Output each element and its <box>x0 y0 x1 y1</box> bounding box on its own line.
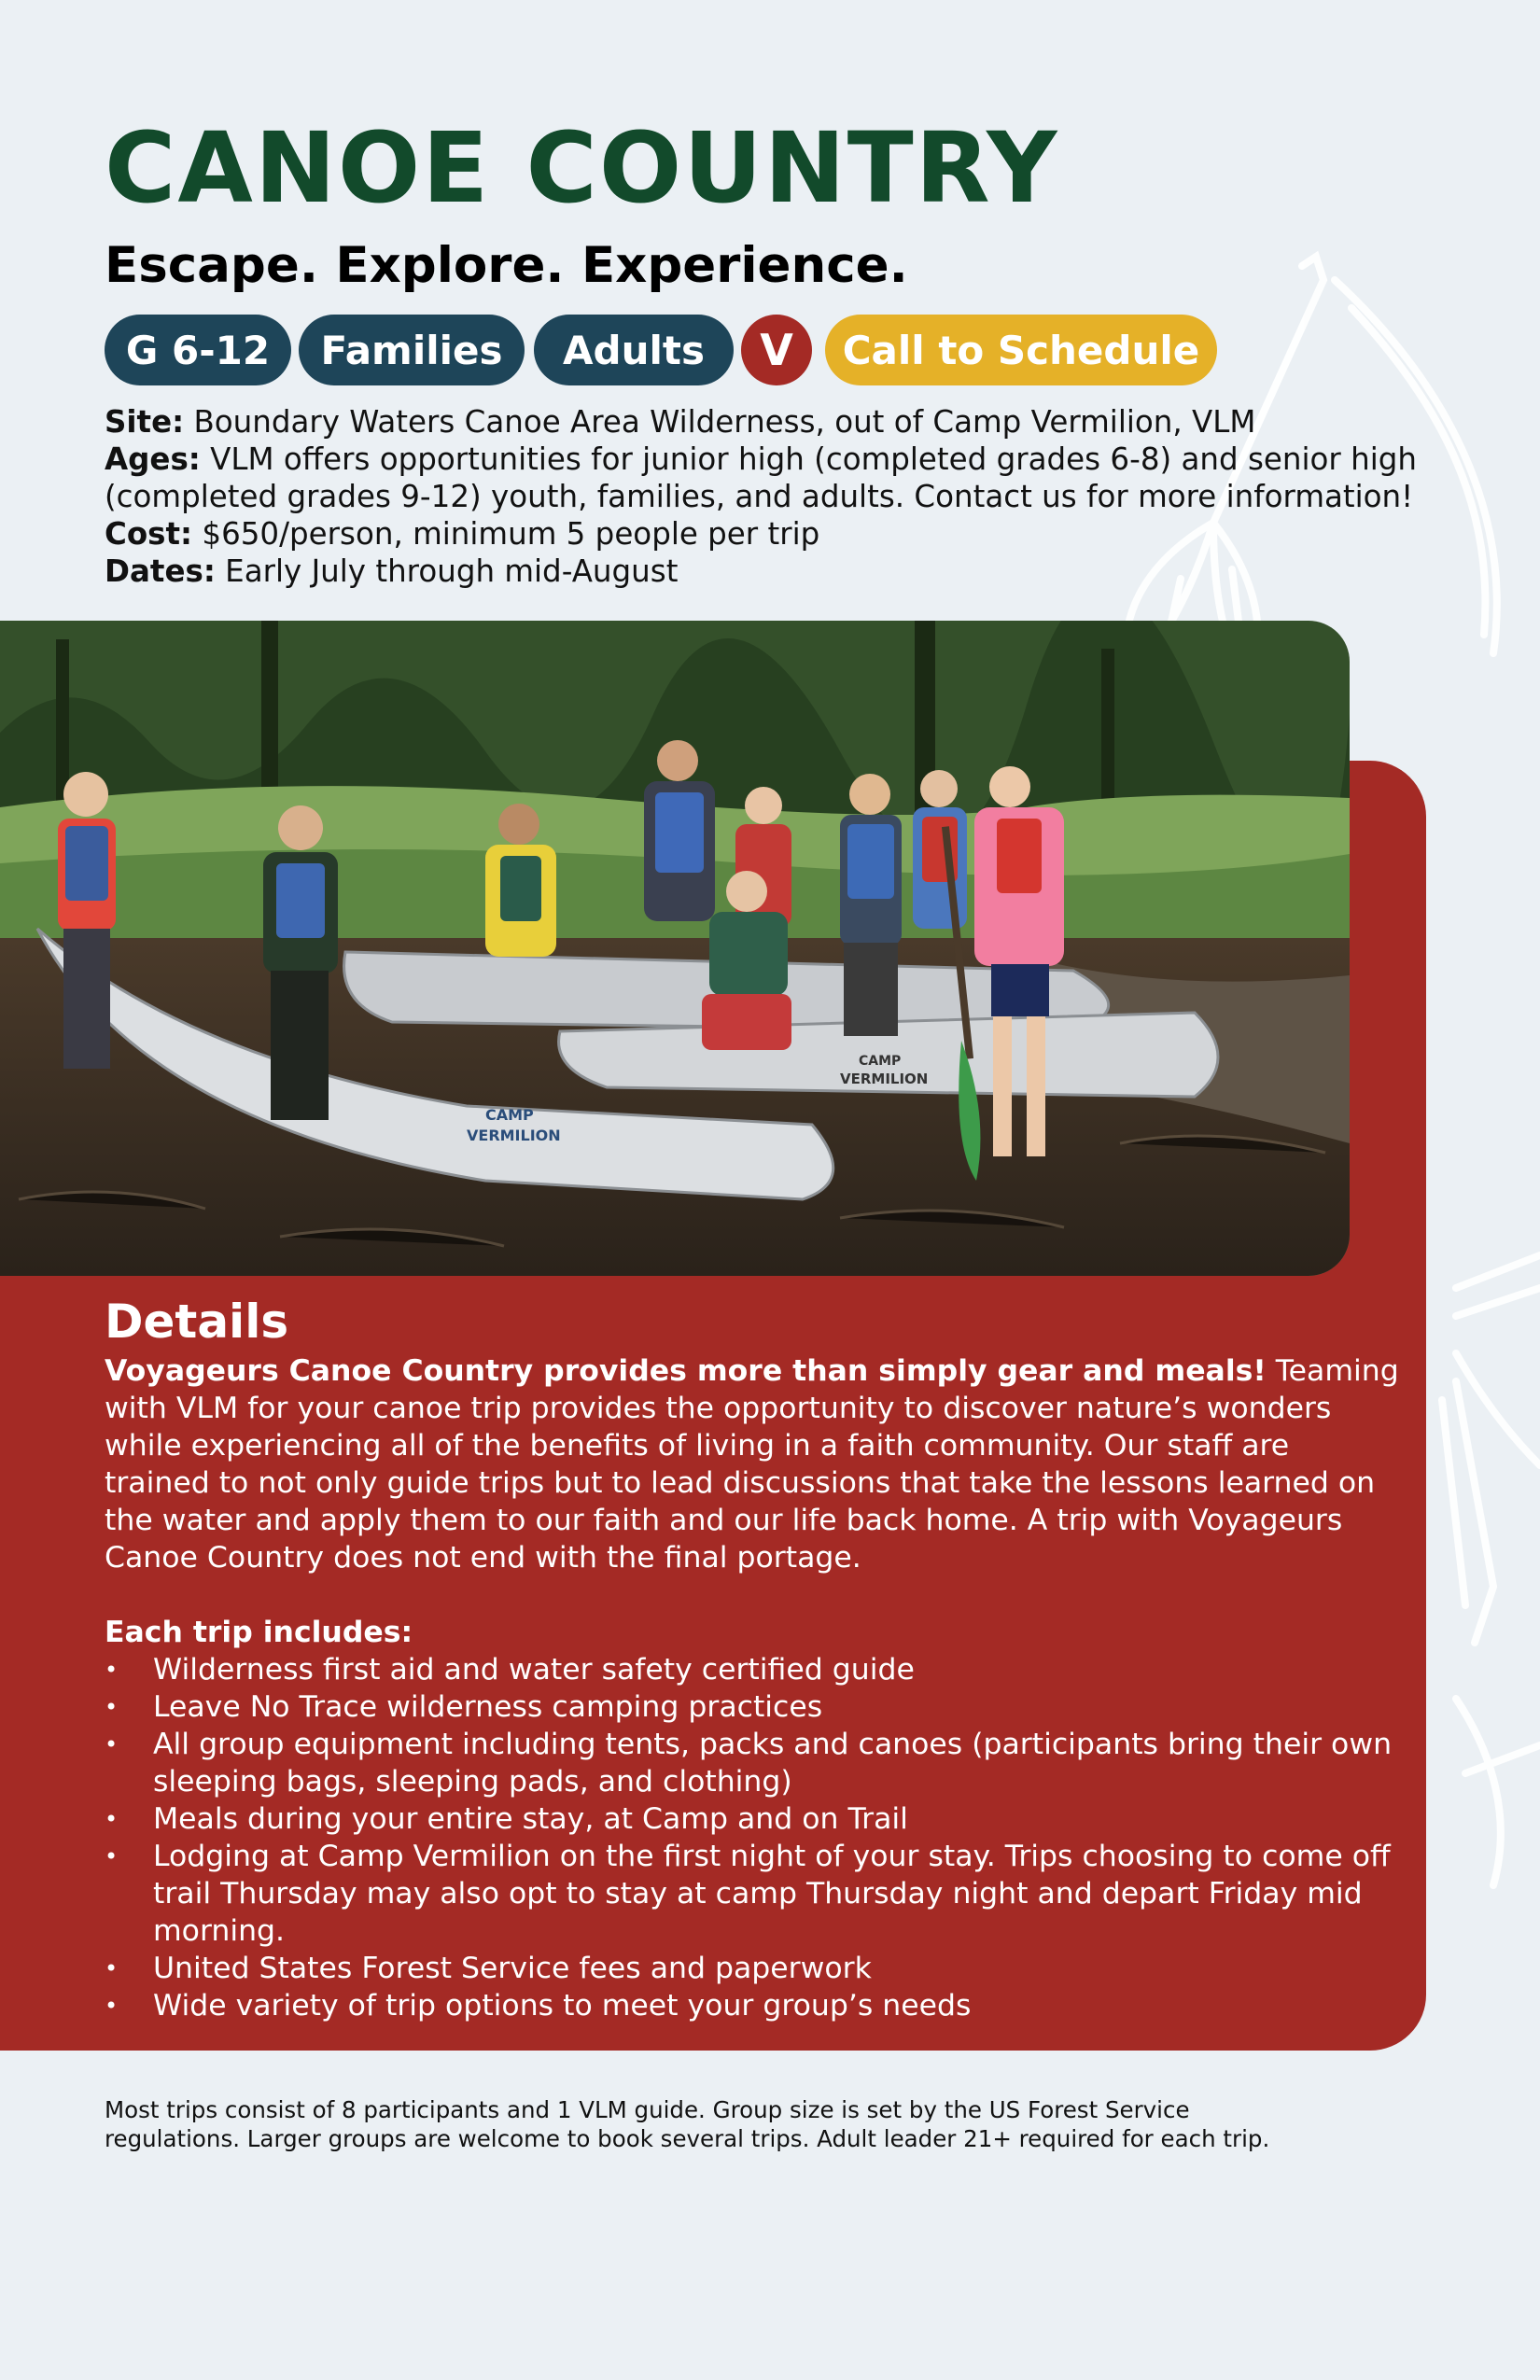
list-item-text: Meals during your entire stay, at Camp and on Trail <box>153 1801 908 1836</box>
trip-info <box>105 403 1458 590</box>
bullet-icon: • <box>105 1842 119 1869</box>
details-body: Teaming with VLM for your canoe trip provides the opportunity to discover nature’s wonders while experiencing all of the benefits of living in a faith community. Our staff are trained to not only guide trips but to lead discussions that take the lessons learned on the water and apply them to our faith and our life back home. A trip with Voyageurs Canoe Country does not end with the final portage. <box>105 1353 1399 1575</box>
details-heading: Details <box>105 1295 289 1349</box>
page-title: CANOE COUNTRY <box>105 111 1059 225</box>
call-to-schedule-badge[interactable]: Call to Schedule <box>825 315 1217 385</box>
site-line <box>105 403 1458 441</box>
canoe-label-vermilion-1: VERMILION <box>467 1127 561 1144</box>
ages-line <box>105 441 1458 515</box>
ages-label: Ages: <box>105 441 201 477</box>
canoe-label-vermilion-2: VERMILION <box>840 1071 929 1087</box>
ages-value: VLM offers opportunities for junior high (completed grades 6-8) and senior high (completed grades 9-12) youth, families, and adults. Contact us for more information! <box>105 441 1417 514</box>
bullet-icon: • <box>105 1992 119 2019</box>
list-item-text: All group equipment including tents, packs and canoes (participants bring their own sleeping bags, sleeping pads, and clothing) <box>153 1727 1393 1799</box>
includes-list <box>105 1651 1402 2024</box>
bullet-icon: • <box>105 1805 119 1832</box>
details-lead: Voyageurs Canoe Country provides more than simply gear and meals! <box>105 1353 1267 1388</box>
list-item <box>105 1950 1402 1987</box>
includes-heading: Each trip includes: <box>105 1615 413 1649</box>
badge-grades: G 6-12 <box>105 315 291 385</box>
list-item <box>105 1651 1402 1688</box>
list-item-text: Lodging at Camp Vermilion on the first night of your stay. Trips choosing to come off trail Thursday may also opt to stay at camp Thursday night and depart Friday mid morning. <box>153 1839 1391 1948</box>
list-item-text: Wide variety of trip options to meet your group’s needs <box>153 1988 972 2023</box>
dates-line <box>105 553 1458 590</box>
group-canoe-photo <box>0 621 1350 1276</box>
list-item <box>105 1688 1402 1726</box>
dates-value: Early July through mid-August <box>215 553 679 589</box>
list-item-text: Wilderness first aid and water safety certified guide <box>153 1652 915 1687</box>
list-item-text: United States Forest Service fees and paperwork <box>153 1951 872 1985</box>
bullet-icon: • <box>105 1954 119 1981</box>
list-item <box>105 1838 1402 1950</box>
list-item <box>105 1726 1402 1800</box>
bullet-icon: • <box>105 1730 119 1757</box>
list-item-text: Leave No Trace wilderness camping practices <box>153 1689 823 1724</box>
list-item <box>105 1987 1402 2024</box>
cost-line <box>105 515 1458 553</box>
dates-label: Dates: <box>105 553 216 589</box>
bullet-icon: • <box>105 1656 119 1683</box>
cost-value: $650/person, minimum 5 people per trip <box>192 516 820 552</box>
badge-families: Families <box>299 315 525 385</box>
site-value: Boundary Waters Canoe Area Wilderness, out of Camp Vermilion, VLM <box>184 404 1256 440</box>
footnote: Most trips consist of 8 participants and 1 VLM guide. Group size is set by the US Forest Service regulations. Larger groups are welcome to book several trips. Adult leader 21+ required for each trip. <box>105 2095 1270 2152</box>
site-label: Site: <box>105 404 185 440</box>
badge-v: V <box>741 315 812 385</box>
details-paragraph <box>105 1352 1402 1576</box>
canoe-label-camp-1: CAMP <box>485 1106 534 1124</box>
tagline: Escape. Explore. Experience. <box>105 237 908 294</box>
canoe-label-camp-2: CAMP <box>859 1054 902 1069</box>
cost-label: Cost: <box>105 516 193 552</box>
bullet-icon: • <box>105 1693 119 1720</box>
badge-adults: Adults <box>534 315 734 385</box>
list-item <box>105 1800 1402 1838</box>
details-section <box>105 1297 1402 2024</box>
